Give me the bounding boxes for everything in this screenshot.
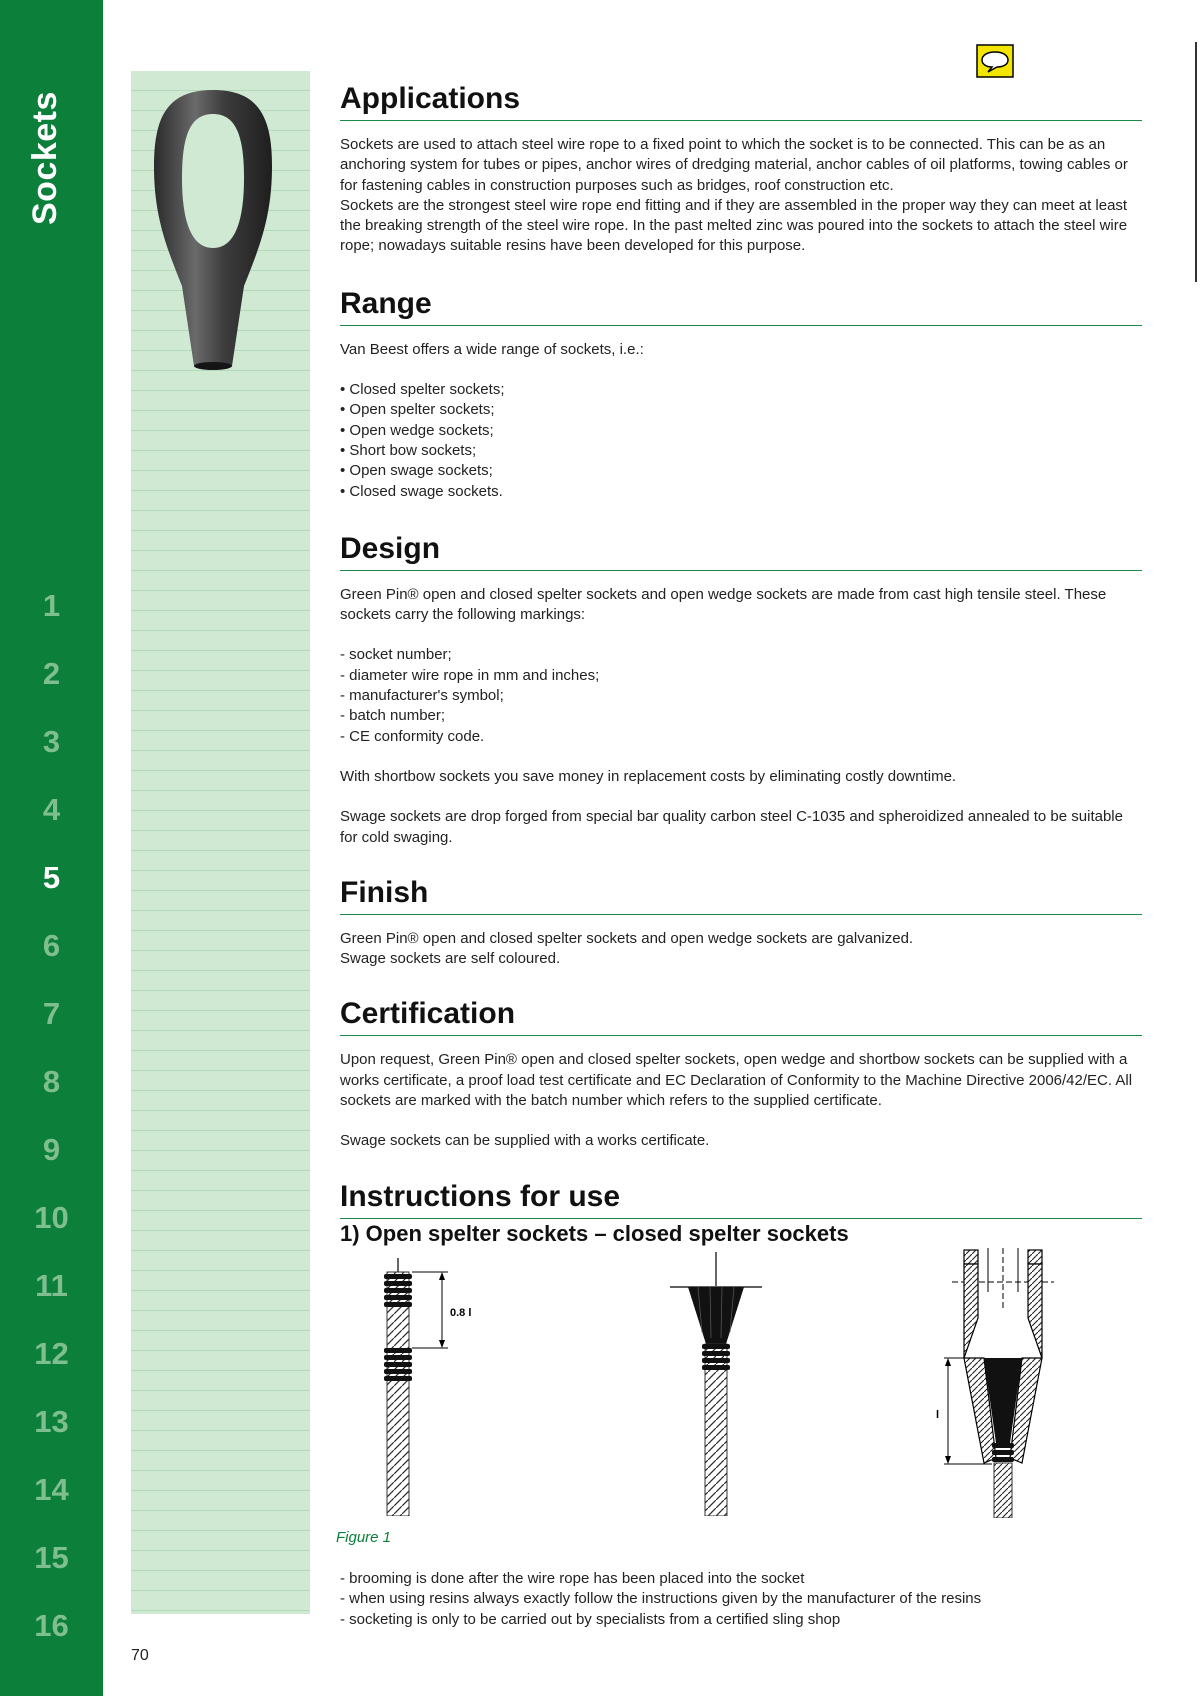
design-marking-item: - CE conformity code. bbox=[340, 727, 485, 745]
chapter-link-16[interactable]: 16 bbox=[34, 1608, 69, 1643]
main-content bbox=[340, 82, 1142, 1247]
finish-line-1: Green Pin® open and closed spelter sockets and open wedge sockets are galvanized. bbox=[340, 929, 914, 947]
chapter-link-11[interactable]: 11 bbox=[35, 1268, 68, 1303]
comment-icon[interactable] bbox=[976, 44, 1014, 78]
instruction-note: - brooming is done after the wire rope has been placed into the socket bbox=[340, 1570, 805, 1587]
design-marking-item: - socket number; bbox=[340, 646, 452, 664]
page-edge-mark bbox=[1195, 42, 1197, 282]
figure-socket-section-diagram bbox=[930, 1248, 1070, 1518]
range-item: • Open swage sockets; bbox=[340, 462, 493, 480]
chapter-link-5-active[interactable]: 5 bbox=[42, 860, 61, 895]
applications-paragraph-2: Sockets are the strongest steel wire rope end fitting and if they are assembled in the proper way they can meet at least the breaking strength of the steel wire rope. In the past melted zinc was poured into the sockets to attach the steel wire rope; nowadays suitable resins have been developed for this purpose. bbox=[340, 196, 1128, 255]
instructions-title: Instructions for use bbox=[340, 1180, 1142, 1219]
design-marking-item: - batch number; bbox=[340, 707, 446, 725]
chapter-band bbox=[0, 0, 103, 1696]
instruction-note: - when using resins always exactly follow the instructions given by the manufacturer of the resins bbox=[340, 1590, 982, 1608]
chapter-link-1[interactable]: 1 bbox=[42, 588, 61, 623]
certification-paragraph-2: Swage sockets can be supplied with a works certificate. bbox=[340, 1132, 710, 1150]
socket-photo bbox=[148, 86, 278, 376]
chapter-link-2[interactable]: 2 bbox=[42, 656, 61, 691]
instruction-notes bbox=[340, 1569, 1160, 1630]
figure-broomed-cone-diagram bbox=[668, 1252, 764, 1516]
design-paragraph-1: Green Pin® open and closed spelter sockets and open wedge sockets are made from cast high tensile steel. These sockets carry the following markings: bbox=[340, 585, 1107, 624]
instructions-subtitle: 1) Open spelter sockets – closed spelter sockets bbox=[340, 1220, 849, 1246]
chapter-link-7[interactable]: 7 bbox=[42, 996, 61, 1031]
chapter-link-15[interactable]: 15 bbox=[34, 1540, 69, 1575]
applications-title: Applications bbox=[340, 82, 1142, 121]
certification-paragraph-1: Upon request, Green Pin® open and closed spelter sockets, open wedge and shortbow sockets can be supplied with a works certificate, a proof load test certificate and EC Declaration of Conformity to the Machine Directive 2006/42/EC. All sockets are marked with the batch number which refers to the supplied certificate. bbox=[340, 1051, 1133, 1110]
certification-title: Certification bbox=[340, 997, 1142, 1036]
chapter-link-10[interactable]: 10 bbox=[34, 1200, 69, 1235]
range-item: • Short bow sockets; bbox=[340, 441, 477, 459]
figure-caption: Figure 1 bbox=[336, 1529, 392, 1546]
design-marking-item: - diameter wire rope in mm and inches; bbox=[340, 666, 600, 684]
range-item: • Open wedge sockets; bbox=[340, 421, 494, 439]
chapter-title: Sockets bbox=[26, 91, 64, 225]
chapter-link-12[interactable]: 12 bbox=[34, 1336, 69, 1371]
chapter-link-9[interactable]: 9 bbox=[42, 1132, 61, 1167]
chapter-link-3[interactable]: 3 bbox=[42, 724, 61, 759]
range-item: • Open spelter sockets; bbox=[340, 401, 495, 419]
chapter-link-13[interactable]: 13 bbox=[34, 1404, 69, 1439]
applications-paragraph-1: Sockets are used to attach steel wire rope to a fixed point to which the socket is to be connected. This can be as an anchoring system for tubes or pipes, anchor wires of dredging material, anchor cables of oil platforms, towing cables or for fastening cables in construction purposes such as bridges, roof construction etc. bbox=[340, 136, 1128, 194]
design-paragraph-3: Swage sockets are drop forged from special bar quality carbon steel C-1035 and spheroidized annealed to be suitable for cold swaging. bbox=[340, 808, 1123, 846]
design-title: Design bbox=[340, 532, 1142, 571]
chapter-link-4[interactable]: 4 bbox=[42, 792, 61, 827]
range-title: Range bbox=[340, 287, 1142, 326]
range-item: • Closed spelter sockets; bbox=[340, 381, 505, 399]
finish-title: Finish bbox=[340, 876, 1142, 915]
range-item: • Closed swage sockets. bbox=[340, 482, 503, 500]
dimension-label-08l: 0.8 l bbox=[450, 1307, 472, 1319]
instruction-note: - socketing is only to be carried out by specialists from a certified sling shop bbox=[340, 1610, 841, 1628]
finish-line-2: Swage sockets are self coloured. bbox=[340, 950, 561, 968]
page-number: 70 bbox=[131, 1647, 149, 1664]
dimension-label-l: l bbox=[936, 1409, 940, 1421]
figure-brooming-diagram bbox=[370, 1258, 480, 1516]
chapter-link-8[interactable]: 8 bbox=[42, 1064, 61, 1099]
design-marking-item: - manufacturer's symbol; bbox=[340, 687, 504, 705]
chapter-link-6[interactable]: 6 bbox=[42, 928, 61, 963]
chapter-link-14[interactable]: 14 bbox=[34, 1472, 69, 1507]
design-paragraph-2: With shortbow sockets you save money in replacement costs by eliminating costly downtime. bbox=[340, 767, 957, 785]
range-intro: Van Beest offers a wide range of sockets, i.e.: bbox=[340, 340, 644, 358]
